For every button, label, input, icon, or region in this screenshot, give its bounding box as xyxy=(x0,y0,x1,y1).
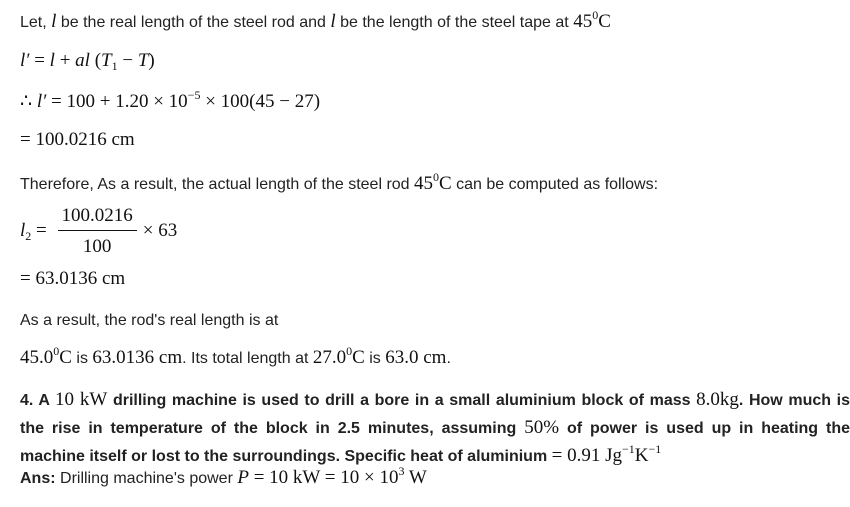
question-4: 4. A 10 kW drilling machine is used to drill a bore in a small aluminium block of mass 8.0kg. How much is the rise in temperature of the block in 2.5 minutes, assuming 50% of power is used up in heating the machine itself or lost to the surroundings. Specific heat of aluminium = 0.91 $Jg^{-1}K^{-1}$ xyxy=(20,389,850,466)
intro-sentence xyxy=(20,8,611,33)
temperature: $45^0C$ xyxy=(573,8,611,32)
answer-label: Ans: xyxy=(20,470,56,487)
text: be the real length of the steel rod and xyxy=(56,14,331,31)
equation-expansion: l′ = l + al $(T_1 - T)$ xyxy=(20,50,155,73)
var-l: l xyxy=(51,11,57,32)
result-sentence: As a result, the rod's real length is at xyxy=(20,312,279,329)
var-l: l xyxy=(330,11,336,32)
equation-fraction: $l_2$ = $\frac{100.0216}{100}$ × 63 xyxy=(20,205,178,257)
fraction: $\frac{100.0216}{100}$ xyxy=(58,205,137,258)
text: be the length of the steel tape at xyxy=(335,14,574,31)
equation-substitution: ∴ $l' = 100 + 1.20 \times 10^{-5} \times 100(45 - 27)$ xyxy=(20,88,321,112)
answer: Ans: Drilling machine's power P = 10 kW = $10 \times 10^3$ W xyxy=(20,464,427,488)
therefore-sentence: Therefore, As a result, the actual length of the steel rod $45^0C$ can be computed as follows: xyxy=(20,170,659,194)
text: Let, xyxy=(20,14,52,31)
temperature: $45^0C$ xyxy=(414,170,452,194)
result-values: 45.0$^0$C is 63.0136 cm. Its total length at 27.0$^0$C is 63.0 cm. xyxy=(20,344,451,368)
equation-result: = 100.0216 cm xyxy=(20,129,135,150)
equation-result-2: = 63.0136 cm xyxy=(20,268,126,289)
